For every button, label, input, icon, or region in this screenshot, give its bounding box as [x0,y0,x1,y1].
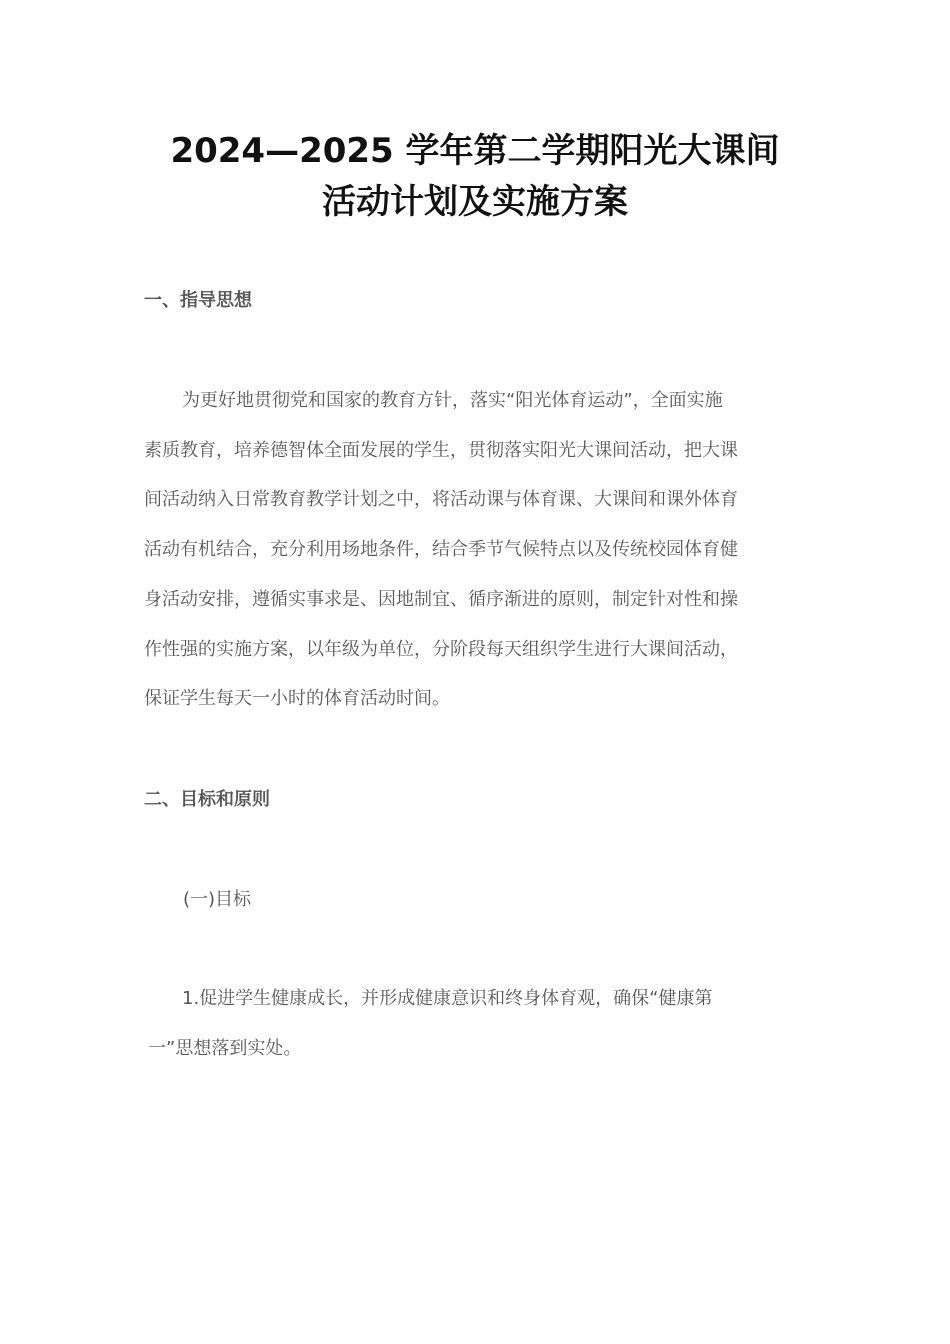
document-title-line-1: 2024—2025 学年第二学期阳光大课间 [170,131,780,171]
section-2-heading: 二、目标和原则 [144,789,270,810]
section-1-heading: 一、指导思想 [144,290,252,311]
paragraph-line: 1.促进学生健康成长，并形成健康意识和终身体育观，确保“健康第 [182,988,713,1009]
paragraph-line: 素质教育，培养德智体全面发展的学生，贯彻落实阳光大课间活动，把大课 [144,439,738,461]
paragraph-line: 作性强的实施方案，以年级为单位，分阶段每天组织学生进行大课间活动， [144,638,738,660]
goal-item-1 [144,974,784,1073]
document-title-line-2: 活动计划及实施方案 [322,182,628,222]
paragraph-line: 间活动纳入日常教育教学计划之中，将活动课与体育课、大课间和课外体育 [144,489,738,511]
paragraph-line: 为更好地贯彻党和国家的教育方针，落实“阳光体育运动”，全面实施 [182,390,723,411]
subsection-goal-heading: (一)目标 [183,889,252,910]
paragraph-line: 身活动安排，遵循实事求是、因地制宜、循序渐进的原则，制定针对性和操 [144,588,738,610]
paragraph-line: 活动有机结合，充分利用场地条件，结合季节气候特点以及传统校园体育健 [144,539,738,561]
paragraph-line: 一”思想落到实处。 [148,1037,302,1059]
section-1-paragraph [144,376,784,724]
paragraph-line: 保证学生每天一小时的体育活动时间。 [144,688,450,710]
